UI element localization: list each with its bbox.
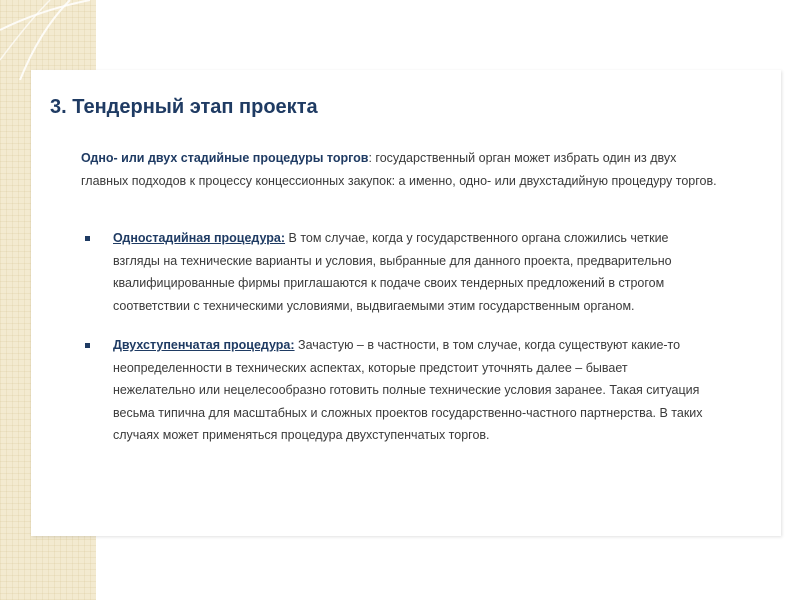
list-item-two-stage: [81, 334, 711, 447]
slide-panel: [31, 70, 781, 536]
decorative-arcs: [0, 0, 110, 80]
single-stage-text: В том случае, когда у государственного органа сложились четкие взгляды на технические варианты и условия, выбранные для данного проекта, предварительно квалифицированные фирмы приглашаются к подаче своих тендерных предложений в строгом соответствии с техническими условиями, выдвигаемыми этим государственным органом.: [113, 231, 672, 313]
square-bullet-icon: [85, 236, 90, 241]
intro-term: Одно- или двух стадийные процедуры торгов: [81, 151, 369, 165]
square-bullet-icon: [85, 343, 90, 348]
decorative-top-area: [96, 0, 800, 70]
single-stage-term: Одностадийная процедура:: [113, 231, 286, 245]
procedure-list: [81, 227, 711, 447]
intro-paragraph: [81, 147, 721, 192]
list-item-single-stage: [81, 227, 711, 317]
slide-title: 3. Тендерный этап проекта: [50, 96, 318, 118]
two-stage-text: Зачастую – в частности, в том случае, когда существуют какие-то неопределенности в технических аспектах, которые предстоит уточнять далее – бывает нежелательно или нецелесообразно готовить полные технические условия заранее. Такая ситуация весьма типична для масштабных и сложных проектов государственно-частного партнерства. В таких случаях может применяться процедура двухступенчатых торгов.: [113, 338, 703, 442]
intro-text: : государственный орган может избрать один из двух главных подходов к процессу концессионных закупок: а именно, одно- или двухстадийную процедуру торгов.: [81, 151, 717, 188]
two-stage-term: Двухступенчатая процедура:: [113, 338, 295, 352]
